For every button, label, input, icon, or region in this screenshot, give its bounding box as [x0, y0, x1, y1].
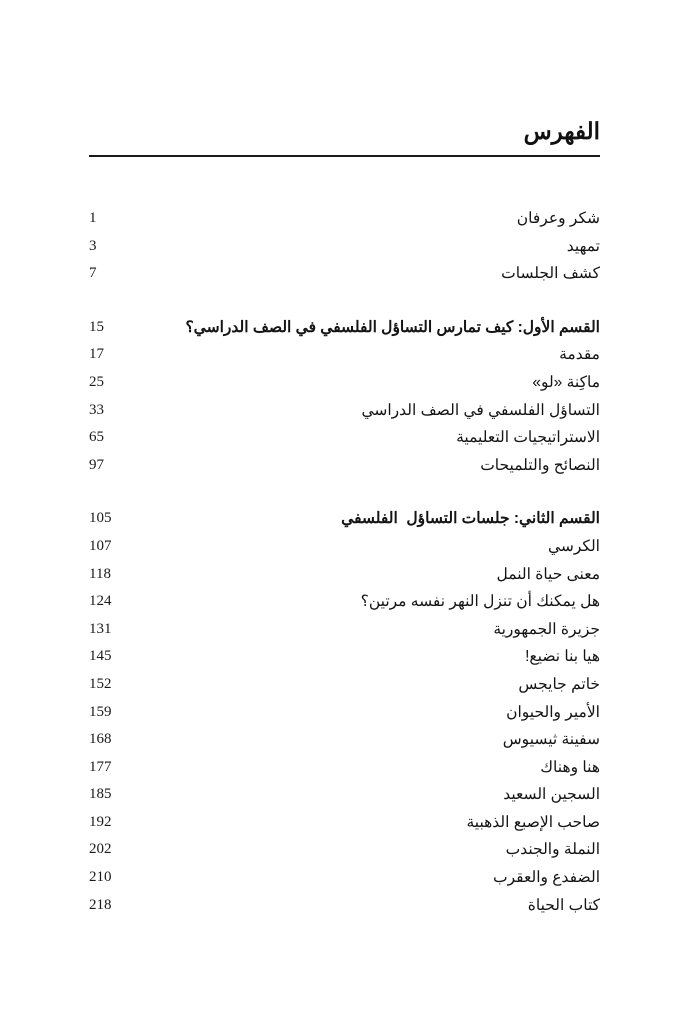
entry-page-number: 17	[89, 346, 104, 363]
entry-title-label: ماكِنة «لو»	[532, 373, 600, 391]
section-heading-label: القسم الثاني: جلسات التساؤل الفلسفي	[341, 510, 600, 528]
title-divider	[89, 155, 600, 157]
toc-entry-row[interactable]	[89, 643, 600, 671]
toc-group-front-matter	[89, 205, 600, 288]
entry-title-label: جزيرة الجمهورية	[493, 620, 600, 638]
entry-page-number: 107	[89, 537, 112, 554]
toc-entry-row[interactable]	[89, 671, 600, 699]
entry-title-label: صاحب الإصبع الذهبية	[466, 813, 600, 831]
toc-entry-row[interactable]	[89, 781, 600, 809]
entry-page-number: 105	[89, 510, 112, 527]
entry-title-label: الكرسي	[547, 537, 600, 555]
entry-title-label: مقدمة	[559, 346, 600, 364]
entry-page-number: 33	[89, 401, 104, 418]
entry-title-label: السجين السعيد	[503, 786, 600, 804]
entry-page-number: 159	[89, 703, 112, 720]
toc-entry-list	[89, 205, 600, 919]
entry-title-label: خاتم جايجس	[518, 675, 600, 693]
entry-title-label: هيا بنا نضيع!	[525, 648, 600, 666]
entry-page-number: 185	[89, 786, 112, 803]
toc-entry-row[interactable]	[89, 726, 600, 754]
entry-page-number: 218	[89, 896, 112, 913]
entry-title-label: سفينة ثيسيوس	[502, 731, 600, 749]
toc-entry-row[interactable]	[89, 699, 600, 727]
entry-page-number: 15	[89, 318, 104, 335]
toc-entry-row[interactable]	[89, 864, 600, 892]
entry-page-number: 25	[89, 373, 104, 390]
entry-page-number: 1	[89, 210, 97, 226]
entry-page-number: 7	[89, 265, 97, 282]
entry-title-label: الضفدع والعقرب	[493, 869, 600, 887]
toc-entry-row[interactable]	[89, 809, 600, 837]
toc-entry-row[interactable]	[89, 233, 600, 261]
entry-page-number: 192	[89, 813, 112, 830]
entry-title-label: معنى حياة النمل	[496, 565, 600, 583]
toc-entry-row[interactable]	[89, 616, 600, 644]
entry-title-label: كتاب الحياة	[527, 896, 600, 914]
toc-group-part-two	[89, 505, 600, 919]
toc-entry-row[interactable]	[89, 836, 600, 864]
toc-entry-row[interactable]	[89, 452, 600, 480]
toc-entry-row[interactable]	[89, 754, 600, 782]
entry-page-number: 177	[89, 758, 112, 775]
toc-entry-row[interactable]	[89, 369, 600, 397]
entry-title-label: النملة والجندب	[505, 841, 600, 859]
toc-entry-row[interactable]	[89, 397, 600, 425]
entry-page-number: 168	[89, 731, 112, 748]
toc-entry-row[interactable]	[89, 341, 600, 369]
entry-page-number: 152	[89, 675, 112, 692]
toc-header	[89, 118, 600, 157]
entry-page-number: 3	[89, 237, 97, 254]
entry-title-label: شكر وعرفان	[516, 210, 600, 227]
entry-page-number: 118	[89, 565, 111, 582]
entry-page-number: 97	[89, 456, 104, 473]
toc-entry-row[interactable]	[89, 260, 600, 288]
entry-title-label: هل يمكنك أن تنزل النهر نفسه مرتين؟	[360, 593, 600, 611]
entry-title-label: التساؤل الفلسفي في الصف الدراسي	[361, 401, 600, 419]
entry-title-label: النصائح والتلميحات	[480, 456, 600, 474]
entry-title-label: الاستراتيجيات التعليمية	[456, 429, 600, 447]
entry-page-number: 145	[89, 648, 112, 665]
entry-page-number: 124	[89, 593, 112, 610]
entry-title-label: الأمير والحيوان	[506, 703, 600, 721]
entry-page-number: 65	[89, 429, 104, 446]
toc-entry-row[interactable]	[89, 588, 600, 616]
toc-section-row[interactable]	[89, 505, 600, 533]
toc-entry-row[interactable]	[89, 424, 600, 452]
entry-page-number: 202	[89, 841, 112, 858]
entry-page-number: 131	[89, 620, 112, 637]
toc-entry-row[interactable]	[89, 533, 600, 561]
section-heading-label: القسم الأول: كيف تمارس التساؤل الفلسفي في الصف الدراسي؟	[185, 318, 600, 336]
entry-title-label: كشف الجلسات	[501, 265, 600, 283]
toc-entry-row[interactable]	[89, 561, 600, 589]
toc-entry-row[interactable]	[89, 892, 600, 920]
toc-entry-row[interactable]	[89, 205, 600, 233]
entry-title-label: تمهيد	[566, 237, 600, 255]
entry-title-label: هنا وهناك	[540, 758, 600, 776]
toc-group-part-one	[89, 314, 600, 480]
entry-page-number: 210	[89, 869, 112, 886]
toc-section-row[interactable]	[89, 314, 600, 342]
page-title: الفهرس	[523, 118, 600, 144]
